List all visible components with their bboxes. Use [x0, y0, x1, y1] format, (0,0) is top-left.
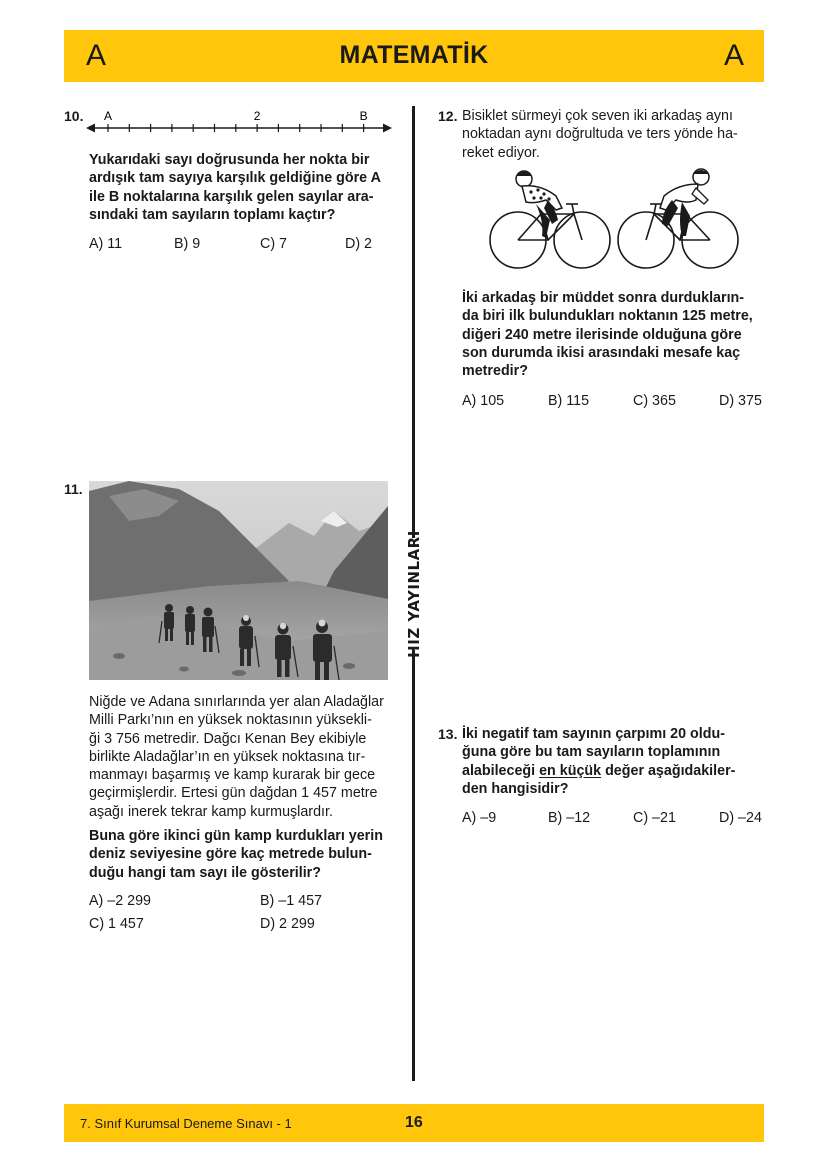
arrow-right-icon — [383, 124, 392, 133]
booklet-letter-left: A — [86, 39, 107, 72]
question-13-stem: İki negatif tam sayının çarpımı 20 oldu- ğuna göre bu tam sayıların toplamının alabileceği en küçük değer aşağıdakiler- den hangisidir? — [462, 726, 736, 797]
q10-option-d[interactable]: D) 2 — [345, 236, 373, 252]
q10-option-a[interactable]: A) 11 — [89, 236, 123, 252]
left-rider — [516, 171, 562, 238]
q11-option-c[interactable]: C) 1 457 — [89, 916, 144, 932]
page-title: MATEMATİK — [339, 41, 489, 69]
q10-option-b[interactable]: B) 9 — [174, 236, 201, 252]
question-12-stem: İki arkadaş bir müddet sonra durdukların- da biri ilk bulundukları noktanın 125 metre, diğeri 240 metre ilerisinde olduğuna göre son durumda ikisi arasındaki mesafe kaç metredir? — [462, 290, 753, 380]
q11-option-a[interactable]: A) –2 299 — [89, 893, 151, 909]
question-10-stem: Yukarıdaki sayı doğrusunda her nokta bir ardışık tam sayıya karşılık geldiğine göre A ile B noktalarına karşılık gelen sayılar ara- sındaki tam sayıların toplamı kaçtır? — [89, 152, 381, 223]
point-a-label: A — [103, 109, 113, 123]
q10-number-line — [86, 106, 396, 140]
publisher-name: HIZ YAYINLARI — [404, 530, 423, 658]
question-10-number: 10. — [64, 108, 84, 124]
q12-option-b[interactable]: B) 115 — [548, 393, 590, 409]
exam-name: 7. Sınıf Kurumsal Deneme Sınavı - 1 — [80, 1116, 292, 1131]
publisher-logo — [402, 530, 425, 658]
cyclists-illustration — [486, 164, 742, 272]
q11-option-d[interactable]: D) 2 299 — [260, 916, 315, 932]
q12-option-c[interactable]: C) 365 — [633, 393, 676, 409]
q12-option-d[interactable]: D) 375 — [719, 393, 762, 409]
q13-option-d[interactable]: D) –24 — [719, 810, 762, 826]
q10-option-c[interactable]: C) 7 — [260, 236, 288, 252]
question-11-stem: Buna göre ikinci gün kamp kurdukları yerin deniz seviyesine göre kaç metrede bulun- duğu hangi tam sayı ile gösterilir? — [89, 828, 383, 881]
page-number: 16 — [405, 1114, 423, 1131]
question-13-number: 13. — [438, 726, 458, 742]
q13-option-a[interactable]: A) –9 — [462, 810, 497, 826]
q13-option-c[interactable]: C) –21 — [633, 810, 676, 826]
question-12-number: 12. — [438, 108, 458, 124]
point-b-label: B — [359, 109, 368, 123]
header-bar — [64, 30, 764, 82]
emphasis-underline: en küçük — [539, 762, 602, 779]
arrow-left-icon — [86, 124, 95, 133]
q11-option-b[interactable]: B) –1 457 — [260, 893, 322, 909]
q12-option-a[interactable]: A) 105 — [462, 393, 505, 409]
point-2-label: 2 — [253, 109, 261, 123]
question-11-passage: Niğde ve Adana sınırlarında yer alan Aladağlar Milli Parkı’nın en yüksek noktasının yüksekli- ği 3 756 metredir. Dağcı Kenan Bey ekibiyle birlikte Aladağlar’ın en yüksek noktasına tır- manmayı başarmış ve kamp kurarak bir gece geçirmişlerdir. Ertesi gün dağdan 1 457 metre aşağı inerek tekrar kamp kurmuşlardır. — [89, 694, 384, 820]
footer-bar — [64, 1104, 764, 1142]
booklet-letter-right: A — [723, 39, 744, 72]
question-12-intro: Bisiklet sürmeyi çok seven iki arkadaş aynı noktadan aynı doğrultuda ve ters yönde ha- reket ediyor. — [462, 108, 738, 161]
question-11-number: 11. — [64, 481, 83, 497]
right-rider — [660, 169, 709, 236]
q13-option-b[interactable]: B) –12 — [548, 810, 591, 826]
mountaineers-photo — [89, 481, 388, 680]
